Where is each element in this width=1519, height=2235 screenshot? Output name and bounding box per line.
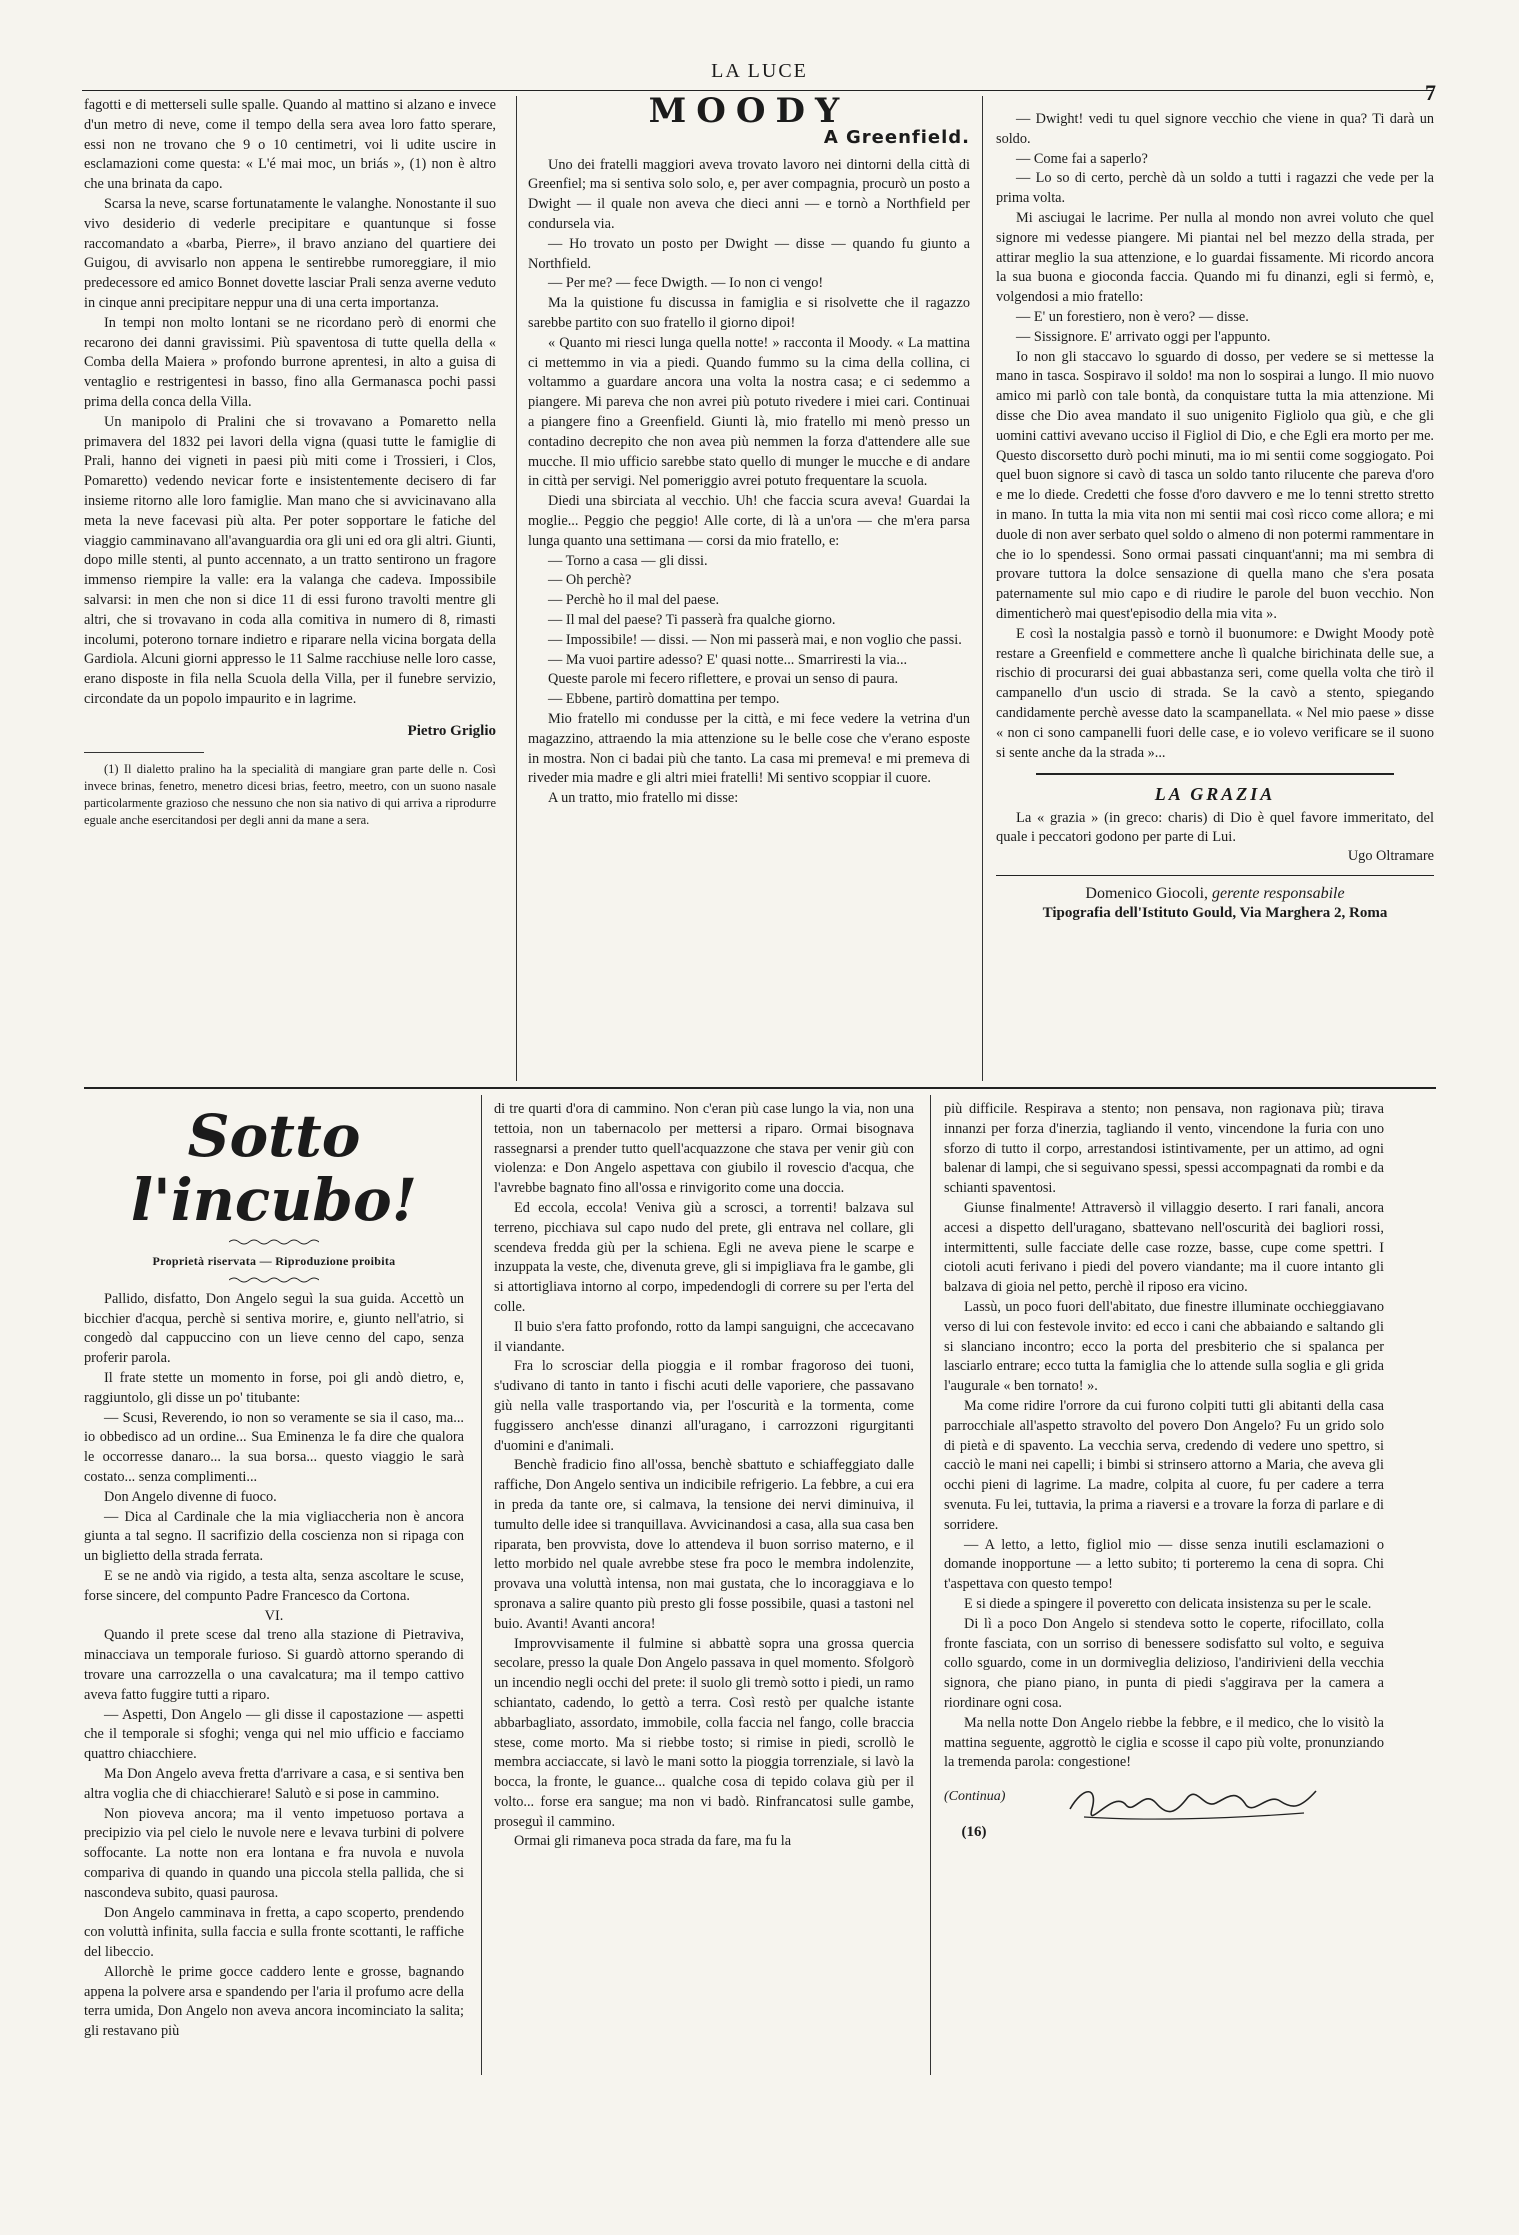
moody-paragraph: — Ma vuoi partire adesso? E' quasi notte... Smarriresti la via... (548, 651, 908, 668)
moody-paragraph: — Ho trovato un posto per Dwight — disse — quando fu giunto a Northfield. (528, 235, 970, 272)
moody-paragraph: — Il mal del paese? Ti passerà fra qualche giorno. (548, 611, 836, 628)
moody-paragraph: — Torno a casa — gli dissi. (548, 552, 708, 569)
moody-subtitle: A Greenfield. (823, 126, 970, 148)
incubo-paragraph: Ma come ridire l'orrore da cui furono colpiti tutti gli abitanti della casa parrocchiale all'aspetto stravolto del povero Don Angelo? Fu un grido solo di pietà e di spavento. La vecchia serva, credendo di vedere uno spettro, si cacciò le mani nei capelli; i bimbi si strinsero attorno a Maria, che aveva gli occhi pieni di lagrime. La madre, colpita al cuore, fu per cadere a terra svenuta. Fu lei, tuttavia, la prima a riaversi e a trovare la forza di parlare e di sorridere. (944, 1397, 1384, 1533)
moody-column-a (528, 96, 970, 1086)
gerente-name: Domenico Giocoli, (1085, 884, 1209, 902)
incubo-paragraph: E si diede a spingere il poveretto con delicata insistenza su per le scale. (964, 1595, 1372, 1612)
moody-paragraph: « Quanto mi riesci lunga quella notte! » racconta il Moody. « La mattina ci mettemmo in via a piedi. Quando fummo su la cima della collina, ci voltammo a guardare ancora una volta la nostra casa; e ci sedemmo a piangere. Mi pareva che non avrei più potuto rivedere i miei cari. Continuai a piangere fino a Greenfield. Giunti là, mio fratello mi menò presso un contadino decrepito che non avea più nemmen la forza d'attendere alle sue mucche. Il mio ufficio sarebbe stato quello di munger le mucche e di andare in città per servigi. Nel pomeriggio avrei potuto frequentare la scuola. (528, 334, 970, 490)
serial-footer (944, 1787, 1384, 1847)
incubo-paragraph: Don Angelo camminava in fretta, a capo scoperto, prendendo con voluttà infinita, sulla faccia e sulla fronte scottanti, le raffiche del libeccio. (84, 1904, 464, 1961)
gerente-line (996, 884, 1434, 904)
ornament-icon (229, 1276, 319, 1284)
article-signature: Pietro Griglio (407, 722, 496, 739)
incubo-paragraph: Benchè fradicio fino all'ossa, benchè sbattuto e schiaffeggiato dalle raffiche, Don Angelo sentiva un indicibile refrigerio. La febbre, a cui era in preda da tante ore, si calmava, la tensione dei nervi diminuiva, il tumulto delle idee si tranquillava. Avvicinandosi a casa, alla sua casa ben riparata, ben provvista, dove lo attendeva il buon sorriso materno, e il letto morbido nel quale avrebbe stese fra poco le membra indolenzite, provava una voluttà intensa, non mai gustata, che lo incoraggiava e lo spronava a salire quanto più presto gli fosse possibile, quasi a tastoni nel buio. Avanti! Avanti ancora! (494, 1457, 914, 1632)
moody-paragraph: — Lo so di certo, perchè dà un soldo a tutti i ragazzi che vede per la prima volta. (996, 170, 1434, 207)
serial-number: (16) (961, 1824, 987, 1841)
handwritten-signature-icon (1064, 1779, 1324, 1825)
incubo-paragraph: Allorchè le prime gocce caddero lente e grosse, bagnando appena la polvere arsa e spandendo per l'aria il profumo acre della terra umida, Don Angelo non aveva ancora incominciato la salita; gli restavano più (84, 1963, 464, 2040)
incubo-paragraph: Ma Don Angelo aveva fretta d'arrivare a casa, e si sentiva ben altra voglia che di chiacchierare! Salutò e si pose in cammino. (84, 1765, 464, 1802)
incubo-paragraph: Non pioveva ancora; ma il vento impetuoso portava a precipizio via pel cielo le nuvole nere e levava turbini di polvere soffocante. La notte non era lontana e fra nuvola e nuvola compariva di quando in quando una piccola stella pallida, che si nascondeva subito, quasi paurosa. (84, 1805, 464, 1901)
column-divider (481, 1095, 482, 2075)
ornament-icon (229, 1238, 319, 1246)
incubo-column-2 (494, 1100, 914, 2085)
incubo-paragraph: Fra lo scrosciar della pioggia e il rombar fragoroso dei tuoni, s'udivano di tanto in tanto i fischi acuti delle vaporiere, che passavano giù nella valle trasportando via, per l'oscurità e la tormenta, come fuggissero anch'esse dinanzi all'uragano, i carrozzoni rigurgitanti d'uomini e d'animali. (494, 1358, 914, 1454)
incubo-column-3 (944, 1100, 1384, 2085)
moody-paragraph: Mi asciugai le lacrime. Per nulla al mondo non avrei voluto che quel signore mi vedesse piangere. Mi piantai nel bel mezzo della strada, per attirar meglio la sua attenzione, e lo guardai fissamente. Mi ricordo ancora la sua buona e gioconda faccia. Quando mi fu dinanzi, egli si fermò, e, volgendosi a mio fratello: (996, 209, 1434, 306)
prali-article-body (84, 96, 496, 710)
moody-paragraph: — Perchè ho il mal del paese. (548, 592, 720, 609)
moody-paragraph: E così la nostalgia passò e tornò il buonumore: e Dwight Moody potè restare a Greenfield e commettere anche lì qualche birichinata delle sue, a rischio di procurarsi dei guai abbastanza seri, come quella volta che tirò il campanello d'un uscio di strada. Se la cavò a stento, spiegando candidamente perchè avesse dato la scampanellata. « Nel mio paese » disse « non ci sono campanelli fuori delle case, e io volevo verificare se il suono si sente anche da la strada »... (996, 625, 1434, 761)
incubo-paragraph: Di lì a poco Don Angelo si stendeva sotto le coperte, rifocillato, colla fronte fasciata, con un sorriso di benessere sodisfatto sul volto, e seguiva collo sguardo, come in un dormiveglia delizioso, l'andirivieni della vecchia signora, che piano piano, in punta di piedi s'aggirava per la camera a riordinare ogni cosa. (944, 1615, 1384, 1711)
moody-paragraph: — Per me? — fece Dwigth. — Io non ci vengo! (548, 275, 824, 292)
moody-paragraph: A un tratto, mio fratello mi disse: (548, 790, 739, 807)
section-rule (1036, 773, 1394, 775)
column-divider (982, 96, 983, 1081)
page-section-rule (84, 1087, 1436, 1089)
footnote: (1) Il dialetto pralino ha la specialità di mangiare gran parte delle n. Così invece brinas, fenetro, menetro dicesi brias, feetro, meetro, con un suono nasale particolarmente grazioso che nessuno che non sia nativo di qui arriva a riprodurre eguale anche esercitandosi per degli anni da mane a sera. (84, 761, 496, 827)
newspaper-title: LA LUCE (711, 60, 808, 82)
moody-paragraph: — Oh perchè? (548, 572, 632, 589)
moody-paragraph: Uno dei fratelli maggiori aveva trovato lavoro nei dintorni della città di Greenfiel; ma si sentiva solo solo, e, per aver compagnia, procurò un posto a Dwight — il quale non aveva che dieci anni — e tornò a Northfield per condursela via. (528, 156, 970, 232)
incubo-paragraph: Ed eccola, eccola! Veniva giù a scrosci, a torrenti! balzava sul terreno, picchiava sul capo nudo del prete, gli entrava nel collare, gli scendeva fredda giù per la schiena. Egli ne aveva piene le scarpe e inzuppata la veste, che, divenuta greve, gli si impigliava fra le gambe, gli si attortigliava intorno al corpo, impedendogli di correre su per l'erta del colle. (494, 1199, 914, 1315)
moody-paragraph: — Come fai a saperlo? (1016, 150, 1148, 167)
incubo-paragraph: più difficile. Respirava a stento; non pensava, non ragionava più; tirava innanzi per forza d'inerzia, tagliando il vento, vincendone la furia con uno sforzo di tutto il corpo, arrestandosi istintivamente, per un attimo, ad ogni balenar di lampi, che si seguivano spessi, spessi accompagnati da rombi e da schianti spaventosi. (944, 1101, 1384, 1197)
moody-paragraph: — Ebbene, partirò domattina per tempo. (548, 691, 780, 708)
moody-paragraph: Queste parole mi fecero riflettere, e provai un senso di paura. (548, 671, 899, 688)
moody-paragraph: — Impossibile! — dissi. — Non mi passerà mai, e non voglio che passi. (548, 631, 962, 648)
header-rule (82, 90, 1434, 91)
incubo-paragraph: — A letto, a letto, figliol mio — disse senza inutili esclamazioni o domande inopportune — a letto subito; ti porteremo la cena di sopra. Chi t'aspettava con questo tempo! (944, 1536, 1384, 1593)
article-paragraph: fagotti e di metterseli sulle spalle. Quando al mattino si alzano e invece d'un metro di neve, come il tempo della sera avea loro fatto sperare, essi non ne trovano che 9 o 10 centimetri, voi li udite uscire in esclamazioni come questa: « L'é mai moc, un briás », (1) non è altro che una brinata da capo. (84, 97, 496, 193)
gerente-role: gerente responsabile (1212, 884, 1345, 902)
section-rule (996, 875, 1434, 876)
incubo-paragraph: Lassù, un poco fuori dell'abitato, due finestre illuminate occhieggiavano verso di lui con festevole invito: ed ecco i cani che abbaiando e saltando gli si slanciano incontro; ecco la porta del presbiterio che si spalanca per lasciarlo entrare; ecco tutta la famiglia che lo attende sulla soglia e gli grida l'augurale « ben tornato! ». (944, 1298, 1384, 1395)
article-paragraph: Un manipolo di Pralini che si trovavano a Pomaretto nella primavera del 1832 pei lavori della vigna (quasi tutte le famiglie di Prali, hanno dei vigneti in paesi più miti come i Trossieri, i Clos, Pomaretto) vedendo nevicar forte e insistentemente decisero di far insieme ritorno alle loro famiglie. Man mano che si avvicinavano alla meta la neve facevasi più alta. Per poter sopportare le fatiche del viaggio camminavano all'avanguardia ora gli uni ed ora gli altri. Giunti, dopo mille stenti, al punto accennato, a un tratto sentirono un fragore immenso riempire la valle: era la valanga che cadeva. Impossibile salvarsi: in men che non si dice 11 di essi furono travolti mentre gli altri, che si trovavano in coda alla comitiva in numero di 8, rimasti incolumi, poterono tornare indietro e riparare nella vicina borgata della Gardiola. Alcuni giorni appresso le 11 Salme racchiuse nelle loro casse, erano disposte in fila nella Scuola della Villa, per il funebre servizio, circondate da un popolo impaurito e in lagrime. (84, 413, 496, 707)
moody-paragraph: — Dwight! vedi tu quel signore vecchio che viene in qua? Ti darà un soldo. (996, 111, 1434, 147)
page-number: 7 (1425, 80, 1436, 105)
incubo-paragraph: — Scusi, Reverendo, io non so veramente se sia il caso, ma... io obbedisco ad un ordine... Sua Eminenza le fa dire che qualora le occorresse danaro... la sua borsa... questo viaggio le sarà costato... senza complimenti... (84, 1409, 464, 1485)
incubo-paragraph: di tre quarti d'ora di cammino. Non c'eran più case lungo la via, non una tettoia, non un tabernacolo per mettersi a riparo. Ormai bisognava rassegnarsi a prender tutto quell'acquazzone che stava per venir giù con violenza: e Don Angelo aspettava con giubilo il rovescio d'acqua, che l'avrebbe bagnato fino all'ossa e rinvigorito come una doccia. (494, 1101, 914, 1197)
incubo-paragraph: E se ne andò via rigido, a testa alta, senza ascoltare le scuse, forse sincere, del compunto Padre Francesco da Cortona. (84, 1567, 464, 1604)
chapter-heading: VI. (264, 1607, 284, 1624)
incubo-paragraph: Ma nella notte Don Angelo riebbe la febbre, e il medico, che lo visitò la mattina seguente, aggrottò le ciglia e scosse il capo più volte, pronunziando la tremenda parola: congestione! (944, 1714, 1384, 1771)
incubo-paragraph: — Aspetti, Don Angelo — gli disse il capostazione — aspetti che il temporale si sfoghi; venga qui nel mio ufficio e facciamo quattro chiacchiere. (84, 1706, 464, 1763)
moody-column-b (996, 110, 1434, 1080)
column-divider (930, 1095, 931, 2075)
column-divider (516, 96, 517, 1081)
incubo-paragraph: — Dica al Cardinale che la mia vigliaccheria non è ancora giunta a tal segno. Il sacrifizio della coscienza non si ripaga con un biglietto della strada ferrata. (84, 1508, 464, 1565)
incubo-title: Sotto l'incubo! (130, 1102, 418, 1234)
prali-article-column (84, 96, 496, 1051)
incubo-paragraph: Ormai gli rimaneva poca strada da fare, ma fu la (514, 1833, 792, 1850)
continua-label: (Continua) (944, 1789, 1006, 1805)
moody-paragraph: Ma la quistione fu discussa in famiglia e si risolvette che il ragazzo sarebbe partito con suo fratello il giorno dipoi! (528, 295, 970, 331)
moody-paragraph: — E' un forestiero, non è vero? — disse. (1016, 308, 1249, 325)
incubo-paragraph: Il buio s'era fatto profondo, rotto da lampi sanguigni, che accecavano il viandante. (494, 1318, 914, 1355)
incubo-paragraph: Quando il prete scese dal treno alla stazione di Pietraviva, minacciava un temporale furioso. Si guardò attorno sperando di trovare una carrozzella o una cavalcatura; ma il tempo cattivo aveva fatto fuggire tutti a riparo. (84, 1627, 464, 1703)
tipografia-line: Tipografia dell'Istituto Gould, Via Marghera 2, Roma (1042, 904, 1388, 921)
article-paragraph: In tempi non molto lontani se ne ricordano però di enormi che recarono dei danni gravissimi. Più spaventosa di tutte quella della « Comba della Maiera » profondo burrone aprentesi, in alto a guisa di ventaglio e restrigentesi in basso, fino alla Germanasca pochi passi prima della conca della Villa. (84, 314, 496, 410)
moody-paragraph: Diedi una sbirciata al vecchio. Uh! che faccia scura aveva! Guardai la moglie... Peggio che peggio! Alle corte, di là a un'ora — che m'era parsa lunga quanto una settimana — corsi da mio fratello, e: (528, 493, 970, 549)
grazia-text: La « grazia » (in greco: charis) di Dio è quel favore immeritato, del quale i peccatori godono per parte di Lui. (996, 810, 1434, 846)
grazia-title: LA GRAZIA (1154, 784, 1276, 805)
incubo-paragraph: Giunse finalmente! Attraversò il villaggio deserto. I rari fanali, ancora accesi a dispetto dell'uragano, sbattevano nell'oscurità dei bagliori rossi, intermittenti, sulle facciate delle case rozze, basse, cupe come spettri. I ciotoli acuti ferivano i piedi del povero viandante; ma il cuore intanto gli balzava di gioia nel petto, perchè il riposo era vicino. (944, 1199, 1384, 1296)
incubo-rights: Proprietà riservata — Riproduzione proibita (152, 1254, 396, 1268)
incubo-paragraph: Improvvisamente il fulmine si abbattè sopra una grossa quercia secolare, presso la quale Don Angelo passava in quel momento. Sfolgorò un incendio negli occhi del prete: il suolo gli tremò sotto i piedi, un ramo schiantato, cadendo, lo gettò a terra. Così restò per qualche istante abbarbagliato, assordato, immobile, colla faccia nel fango, colle braccia stese, come morto. Ma si riebbe tosto; si rimise in piedi, scrollò le membra acciaccate, si lavò le mani sotto la pioggia torrenziale, si lavò la bocca, la fronte, le guance... qualche cosa di tepido colava giù per il volto... forse era sangue; ma non vi badò. Rinfrancatosi sulle gambe, proseguì il cammino. (494, 1635, 914, 1830)
moody-paragraph: — Sissignore. E' arrivato oggi per l'appunto. (1016, 328, 1271, 345)
moody-title: MOODY (648, 96, 850, 131)
footnote-divider (84, 752, 204, 753)
grazia-author: Ugo Oltramare (1347, 848, 1434, 865)
incubo-paragraph: Il frate stette un momento in forse, poi gli andò dietro, e, raggiuntolo, gli disse un po' titubante: (84, 1369, 464, 1406)
moody-paragraph: Io non gli staccavo lo sguardo di dosso, per vedere se si mettesse la mano in tasca. Sospiravo il soldo! ma non lo sospirai a lungo. Il mio nuovo amico mi parlò con tale bontà, da conquistare tutta la mia attenzione. Mi disse che Dio avea mandato il suo unigenito Figliolo qua giù, e che gli uomini cattivi avevano ucciso il Figliol di Dio, e che Egli era morto per me. Questo discorsetto durò pochi minuti, ma io mi sentii come soggiogato. Poi quel buon signore si cavò di tasca un soldo tanto rilucente che pareva d'oro e me lo diede. Credetti che fosse d'oro davvero e me lo tenni stretto stretto in mano. In tutta la mia vita non mi sentii mai così ricco come allora; e mi duole di non aver serbato quel soldo o almeno di non potermi rammentare in che io lo spendessi. Sono ormai passati cinquant'anni; ma mi sembra di provare tuttora la dolce sensazione di quella mano che s'era posata paternamente sul mio capo e di riudire le parole del buon vecchio. Non dimenticherò mai quest'episodio della mia vita ». (996, 348, 1434, 622)
moody-paragraph: Mio fratello mi condusse per la città, e mi fece vedere la vetrina d'un magazzino, attraendo la mia attenzione su le belle cose che v'erano esposte in mostra. Non ci badai più che tanto. La casa mi premeva! e mi premeva di riveder mia madre e gli altri miei fratelli! Mi sentivo scoppiar il cuore. (528, 710, 970, 787)
incubo-paragraph: Pallido, disfatto, Don Angelo seguì la sua guida. Accettò un bicchier d'acqua, perchè si sentiva morire, e, giunto nell'atrio, si congedò dal cappuccino con un lieve cenno del capo, senza proferir parola. (84, 1290, 464, 1367)
article-paragraph: Scarsa la neve, scarse fortunatamente le valanghe. Nonostante il suo vivo desiderio di vederle precipitare e quantunque si fosse raccomandato a «barba, Pierre», il bravo anziano del quartiere dei Guigou, di avvisarlo non appena le sentirebbe rumoreggiare, il mio predecessore ed amico Bonnet dovette lasciar Prali senza averne veduto in cinque anni precipitare neppur una di una certa importanza. (84, 195, 496, 311)
incubo-paragraph: Don Angelo divenne di fuoco. (104, 1488, 277, 1505)
incubo-column-1 (84, 1100, 464, 2085)
